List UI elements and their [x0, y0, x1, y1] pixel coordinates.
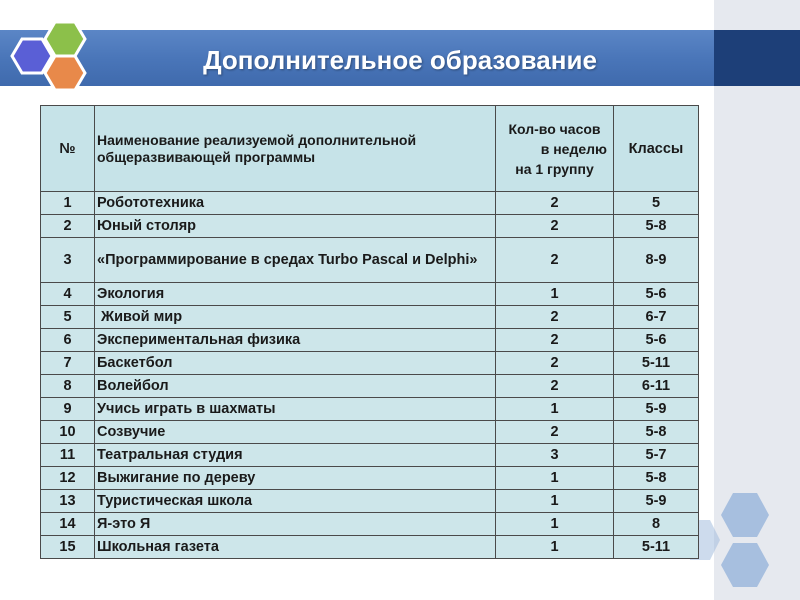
table-header-row [41, 106, 699, 192]
header-number: № [41, 106, 95, 192]
header-hours-line1: Кол-во часов [508, 120, 601, 137]
row-number: 14 [41, 513, 95, 536]
programs-table [40, 105, 699, 559]
row-program-name: Экология [95, 283, 496, 306]
row-number: 2 [41, 215, 95, 238]
table-row [41, 490, 699, 513]
row-number: 12 [41, 467, 95, 490]
row-hours: 1 [496, 536, 614, 559]
orange-hexagon-icon [45, 56, 85, 90]
row-program-name: Баскетбол [95, 352, 496, 375]
row-number: 6 [41, 329, 95, 352]
row-program-name: Школьная газета [95, 536, 496, 559]
row-program-name: Юный столяр [95, 215, 496, 238]
row-number: 8 [41, 375, 95, 398]
row-hours: 1 [496, 283, 614, 306]
row-hours: 2 [496, 306, 614, 329]
deco-hexagon-icon [721, 543, 769, 587]
row-program-name: Выжигание по дереву [95, 467, 496, 490]
row-hours: 2 [496, 352, 614, 375]
table-row [41, 192, 699, 215]
row-classes: 5-9 [614, 490, 699, 513]
row-classes: 5-9 [614, 398, 699, 421]
row-classes: 5-11 [614, 536, 699, 559]
row-classes: 6-7 [614, 306, 699, 329]
table-row [41, 329, 699, 352]
row-program-name: Созвучие [95, 421, 496, 444]
row-hours: 2 [496, 329, 614, 352]
row-hours: 1 [496, 490, 614, 513]
table-row [41, 513, 699, 536]
row-hours: 2 [496, 421, 614, 444]
row-number: 10 [41, 421, 95, 444]
row-program-name: «Программирование в средах Turbo Pascal и Delphi» [95, 238, 496, 283]
page-title: Дополнительное образование [203, 45, 597, 75]
table-row [41, 283, 699, 306]
table-row [41, 306, 699, 329]
row-program-name: Туристическая школа [95, 490, 496, 513]
header-hours-line3: на 1 группу [515, 160, 594, 177]
row-number: 7 [41, 352, 95, 375]
table-row [41, 467, 699, 490]
row-program-name: Волейбол [95, 375, 496, 398]
row-classes: 5-6 [614, 329, 699, 352]
hexagon-logo [8, 18, 94, 100]
title-bar-accent [714, 30, 800, 86]
row-hours: 2 [496, 375, 614, 398]
row-hours: 3 [496, 444, 614, 467]
row-classes: 8-9 [614, 238, 699, 283]
row-hours: 2 [496, 215, 614, 238]
header-program-name: Наименование реализуемой дополнительной общеразвивающей программы [95, 106, 496, 192]
row-hours: 1 [496, 398, 614, 421]
row-classes: 5 [614, 192, 699, 215]
row-number: 13 [41, 490, 95, 513]
row-hours: 1 [496, 467, 614, 490]
row-program-name: Робототехника [95, 192, 496, 215]
row-program-name: Театральная студия [95, 444, 496, 467]
row-classes: 5-11 [614, 352, 699, 375]
table-row [41, 398, 699, 421]
row-number: 5 [41, 306, 95, 329]
table-row [41, 421, 699, 444]
table-row [41, 375, 699, 398]
header-hours-line2: в неделю [540, 140, 607, 157]
row-classes: 6-11 [614, 375, 699, 398]
row-program-name: Экспериментальная физика [95, 329, 496, 352]
row-number: 1 [41, 192, 95, 215]
row-program-name: Я-это Я [95, 513, 496, 536]
row-number: 9 [41, 398, 95, 421]
row-classes: 8 [614, 513, 699, 536]
row-number: 15 [41, 536, 95, 559]
table-row [41, 215, 699, 238]
row-hours: 2 [496, 238, 614, 283]
blue-hexagon-icon [12, 39, 52, 73]
row-number: 3 [41, 238, 95, 283]
header-classes: Классы [614, 106, 699, 192]
row-hours: 1 [496, 513, 614, 536]
row-classes: 5-8 [614, 215, 699, 238]
row-program-name: Живой мир [95, 306, 496, 329]
deco-hexagon-icon [721, 493, 769, 537]
row-classes: 5-8 [614, 467, 699, 490]
row-number: 11 [41, 444, 95, 467]
row-classes: 5-7 [614, 444, 699, 467]
row-number: 4 [41, 283, 95, 306]
table-row [41, 444, 699, 467]
row-hours: 2 [496, 192, 614, 215]
row-program-name: Учись играть в шахматы [95, 398, 496, 421]
green-hexagon-icon [45, 22, 85, 56]
decorative-hexagons [690, 485, 800, 600]
row-classes: 5-6 [614, 283, 699, 306]
table-row [41, 238, 699, 283]
table-row [41, 536, 699, 559]
table-row [41, 352, 699, 375]
row-classes: 5-8 [614, 421, 699, 444]
header-hours [496, 106, 614, 192]
